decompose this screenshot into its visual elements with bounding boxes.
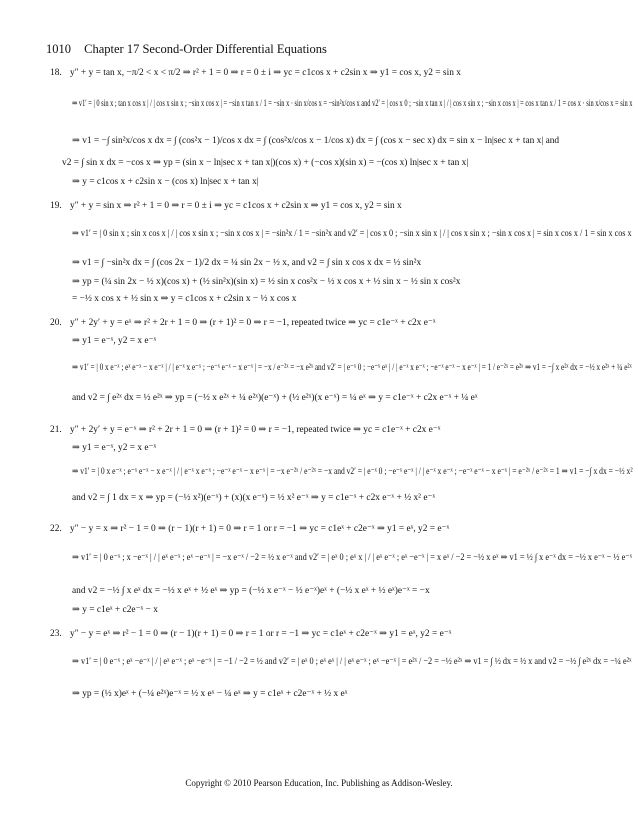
problem-number: 18.	[50, 68, 62, 78]
solution-line: ⇒ v1′ = | 0 e⁻ˣ ; x −e⁻ˣ | / | eˣ e⁻ˣ ; eˣ −e⁻ˣ | = −x e⁻ˣ / −2 = ½ x e⁻ˣ and v2′ = | eˣ 0 ; eˣ x | / | eˣ e⁻ˣ ; eˣ −e⁻ˣ | = x eˣ / −2 = −½ x eˣ ⇒ v1 = ½ ∫ x e⁻ˣ dx = −½ x e⁻ˣ − ½ e⁻ˣ	[72, 553, 633, 563]
problem-number: 22.	[50, 524, 62, 534]
solution-line: = −½ x cos x + ½ sin x ⇒ y = c1cos x + c2sin x − ½ x cos x	[72, 294, 297, 304]
solution-line: ⇒ v1′ = | 0 sin x ; sin x cos x | / | cos x sin x ; −sin x cos x | = −sin²x / 1 = −sin²x and v2′ = | cos x 0 ; −sin x sin x | / | cos x sin x ; −sin x cos x | = sin x cos x / 1 = sin x cos x	[72, 229, 632, 239]
problem-number: 19.	[50, 201, 62, 211]
solution-line: ⇒ v1′ = | 0 sin x ; tan x cos x | / | cos x sin x ; −sin x cos x | = −sin x tan x / 1 = −sin x · sin x/cos x = −sin²x/cos x and v2′ = | cos x 0 ; −sin x tan x | / | cos x sin x ; −sin x cos x | = cos x tan x / 1 = cos x · sin x/cos x = sin x	[72, 99, 633, 109]
solution-line: ⇒ v1′ = | 0 e⁻ˣ ; eˣ −e⁻ˣ | / | eˣ e⁻ˣ ; eˣ −e⁻ˣ | = −1 / −2 = ½ and v2′ = | eˣ 0 ; eˣ eˣ | / | eˣ e⁻ˣ ; eˣ −e⁻ˣ | = e²ˣ / −2 = −½ e²ˣ ⇒ v1 = ∫ ½ dx = ½ x and v2 = −½ ∫ e²ˣ dx = −¼ e²ˣ	[72, 657, 632, 667]
solution-line: ⇒ yp = (½ x)eˣ + (−¼ e²ˣ)e⁻ˣ = ½ x eˣ − ¼ eˣ ⇒ y = c1eˣ + c2e⁻ˣ + ½ x eˣ	[72, 689, 348, 699]
chapter-title: Chapter 17 Second-Order Differential Equations	[84, 42, 327, 56]
solution-line: y″ − y = eˣ ⇒ r² − 1 = 0 ⇒ (r − 1)(r + 1) = 0 ⇒ r = 1 or r = −1 ⇒ yc = c1eˣ + c2e⁻ˣ ⇒ y1 = eˣ, y2 = e⁻ˣ	[70, 629, 452, 639]
page-header	[46, 42, 327, 57]
solution-line: and v2 = ∫ e²ˣ dx = ½ e²ˣ ⇒ yp = (−½ x e²ˣ + ¼ e²ˣ)(e⁻ˣ) + (½ e²ˣ)(x e⁻ˣ) = ¼ eˣ ⇒ y = c1e⁻ˣ + c2x e⁻ˣ + ¼ eˣ	[72, 393, 478, 403]
solution-line: y″ + y = tan x, −π/2 < x < π/2 ⇒ r² + 1 = 0 ⇒ r = 0 ± i ⇒ yc = c1cos x + c2sin x ⇒ y1 = cos x, y2 = sin x	[70, 68, 461, 78]
solution-line: ⇒ yp = (¼ sin 2x − ½ x)(cos x) + (½ sin²x)(sin x) = ½ sin x cos²x − ½ x cos x + ½ sin x − ½ sin x cos²x	[72, 277, 461, 287]
solution-line: ⇒ y1 = e⁻ˣ, y2 = x e⁻ˣ	[72, 443, 157, 453]
page-number: 1010	[46, 42, 71, 56]
solution-line: y″ + 2y′ + y = eˣ ⇒ r² + 2r + 1 = 0 ⇒ (r + 1)² = 0 ⇒ r = −1, repeated twice ⇒ yc = c1e⁻ˣ + c2x e⁻ˣ	[70, 318, 436, 328]
solution-line: ⇒ v1 = −∫ sin²x/cos x dx = ∫ (cos²x − 1)/cos x dx = ∫ (cos²x/cos x − 1/cos x) dx = ∫ (cos x − sec x) dx = sin x − ln|sec x + tan x| and	[72, 136, 560, 146]
solution-line: y″ − y = x ⇒ r² − 1 = 0 ⇒ (r − 1)(r + 1) = 0 ⇒ r = 1 or r = −1 ⇒ yc = c1eˣ + c2e⁻ˣ ⇒ y1 = eˣ, y2 = e⁻ˣ	[70, 524, 450, 534]
copyright-footer: Copyright © 2010 Pearson Education, Inc. Publishing as Addison-Wesley.	[185, 778, 453, 788]
problem-number: 20.	[50, 318, 62, 328]
solution-line: ⇒ v1 = ∫ −sin²x dx = ∫ (cos 2x − 1)/2 dx = ¼ sin 2x − ½ x, and v2 = ∫ sin x cos x dx = ½ sin²x	[72, 258, 422, 268]
solution-line: ⇒ y1 = e⁻ˣ, y2 = x e⁻ˣ	[72, 336, 157, 346]
solution-line: and v2 = ∫ 1 dx = x ⇒ yp = (−½ x²)(e⁻ˣ) + (x)(x e⁻ˣ) = ½ x² e⁻ˣ ⇒ y = c1e⁻ˣ + c2x e⁻ˣ + ½ x² e⁻ˣ	[72, 493, 436, 503]
problem-number: 21.	[50, 425, 62, 435]
solution-line: y″ + 2y′ + y = e⁻ˣ ⇒ r² + 2r + 1 = 0 ⇒ (r + 1)² = 0 ⇒ r = −1, repeated twice ⇒ yc = c1e⁻ˣ + c2x e⁻ˣ	[70, 425, 441, 435]
solution-line: y″ + y = sin x ⇒ r² + 1 = 0 ⇒ r = 0 ± i ⇒ yc = c1cos x + c2sin x ⇒ y1 = cos x, y2 = sin x	[70, 201, 402, 211]
solution-line: ⇒ v1′ = | 0 x e⁻ˣ ; eˣ e⁻ˣ − x e⁻ˣ | / | e⁻ˣ x e⁻ˣ ; −e⁻ˣ e⁻ˣ − x e⁻ˣ | = −x / e⁻²ˣ = −x e²ˣ and v2′ = | e⁻ˣ 0 ; −e⁻ˣ eˣ | / | e⁻ˣ x e⁻ˣ ; −e⁻ˣ e⁻ˣ − x e⁻ˣ | = 1 / e⁻²ˣ = e²ˣ ⇒ v1 = −∫ x e²ˣ dx = −½ x e²ˣ + ¼ e²ˣ	[72, 363, 632, 373]
solution-line: ⇒ y = c1eˣ + c2e⁻ˣ − x	[72, 605, 158, 615]
solution-line: and v2 = −½ ∫ x eˣ dx = −½ x eˣ + ½ eˣ ⇒ yp = (−½ x e⁻ˣ − ½ e⁻ˣ)eˣ + (−½ x eˣ + ½ eˣ)e⁻ˣ = −x	[72, 586, 430, 596]
problem-number: 23.	[50, 629, 62, 639]
solution-line: ⇒ v1′ = | 0 x e⁻ˣ ; e⁻ˣ e⁻ˣ − x e⁻ˣ | / | e⁻ˣ x e⁻ˣ ; −e⁻ˣ e⁻ˣ − x e⁻ˣ | = −x e⁻²ˣ / e⁻²ˣ = −x and v2′ = | e⁻ˣ 0 ; −e⁻ˣ e⁻ˣ | / | e⁻ˣ x e⁻ˣ ; −e⁻ˣ e⁻ˣ − x e⁻ˣ | = e⁻²ˣ / e⁻²ˣ = 1 ⇒ v1 = −∫ x dx = −½ x²	[72, 467, 633, 477]
solution-line: ⇒ y = c1cos x + c2sin x − (cos x) ln|sec x + tan x|	[72, 177, 259, 187]
solution-line: v2 = ∫ sin x dx = −cos x ⇒ yp = (sin x − ln|sec x + tan x|)(cos x) + (−cos x)(sin x) = −(cos x) ln|sec x + tan x|	[62, 158, 469, 168]
